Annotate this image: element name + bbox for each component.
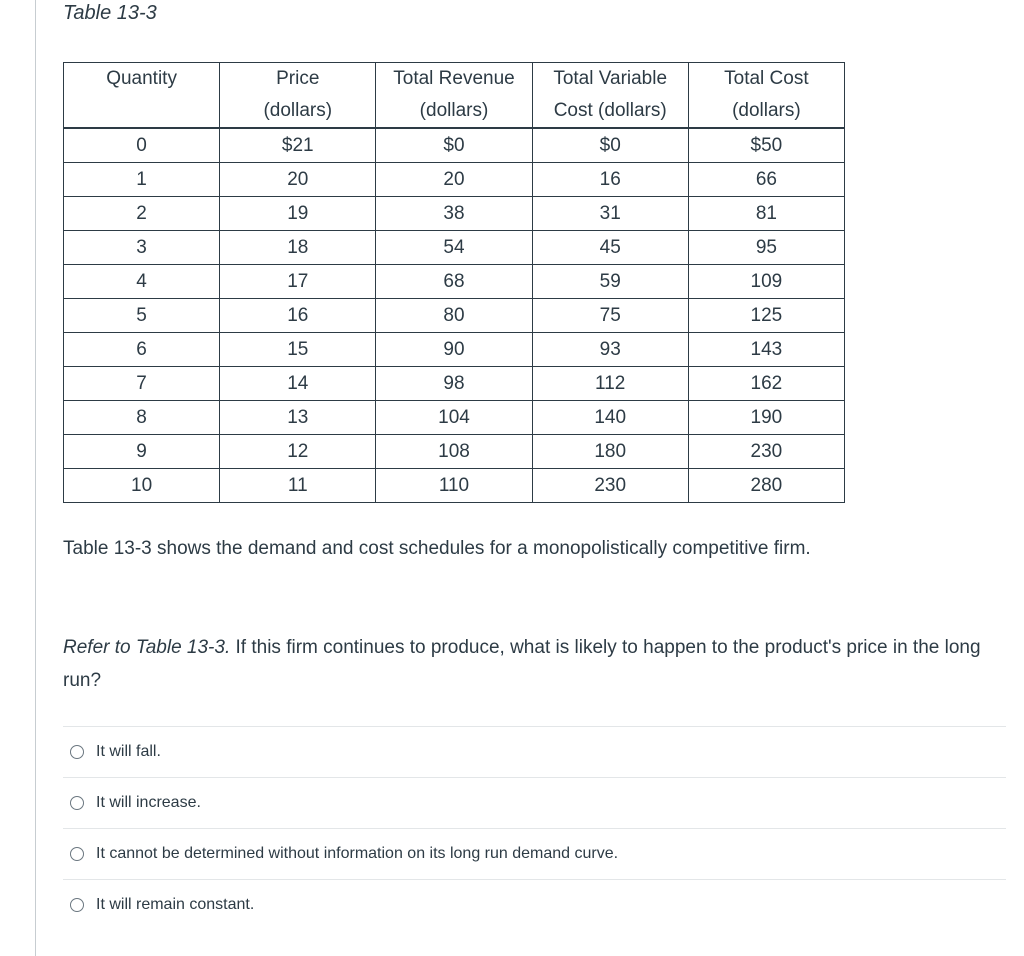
answer-label: It will fall. [96, 743, 161, 760]
cell-price: 17 [220, 265, 376, 299]
header-price [220, 63, 376, 129]
answer-label: It will increase. [96, 794, 201, 811]
cell-total-cost: 95 [688, 231, 844, 265]
answer-option-4[interactable] [63, 879, 1006, 930]
cell-total-cost: 280 [688, 469, 844, 503]
cell-quantity: 8 [64, 401, 220, 435]
answer-label: It will remain constant. [96, 896, 255, 913]
left-divider [35, 0, 36, 956]
radio-button-icon[interactable] [70, 847, 84, 861]
cell-total-variable-cost: 31 [532, 197, 688, 231]
header-quantity-line1: Quantity [106, 68, 177, 89]
answer-option-1[interactable] [63, 726, 1006, 777]
cell-total-variable-cost: 45 [532, 231, 688, 265]
header-price-line2: (dollars) [263, 100, 333, 121]
table-row [64, 128, 845, 163]
cell-quantity: 1 [64, 163, 220, 197]
cell-quantity: 7 [64, 367, 220, 401]
table-row [64, 435, 845, 469]
cell-total-revenue: 80 [376, 299, 532, 333]
cell-price: 11 [220, 469, 376, 503]
cell-price: 19 [220, 197, 376, 231]
header-total-revenue-line1: Total Revenue [393, 68, 515, 89]
table-row [64, 367, 845, 401]
table-row [64, 231, 845, 265]
header-total-cost [688, 63, 844, 129]
cell-total-cost: $50 [688, 128, 844, 163]
radio-button-icon[interactable] [70, 796, 84, 810]
header-total-variable-cost-line1: Total Variable [553, 68, 668, 89]
header-quantity [64, 63, 220, 129]
header-total-revenue-line2: (dollars) [419, 100, 489, 121]
header-total-variable-cost [532, 63, 688, 129]
table-row [64, 333, 845, 367]
answer-option-2[interactable] [63, 777, 1006, 828]
cell-price: 18 [220, 231, 376, 265]
cell-total-revenue: 20 [376, 163, 532, 197]
answer-options [63, 726, 1006, 930]
header-total-revenue [376, 63, 532, 129]
cell-quantity: 4 [64, 265, 220, 299]
cell-total-revenue: 38 [376, 197, 532, 231]
cell-total-revenue: 54 [376, 231, 532, 265]
cell-total-revenue: 90 [376, 333, 532, 367]
cell-total-revenue: $0 [376, 128, 532, 163]
cost-schedule-table [63, 62, 845, 503]
table-header-row [64, 63, 845, 129]
cell-total-revenue: 108 [376, 435, 532, 469]
answer-label: It cannot be determined without information on its long run demand curve. [96, 845, 619, 862]
cell-total-revenue: 68 [376, 265, 532, 299]
table-row [64, 265, 845, 299]
cell-price: $21 [220, 128, 376, 163]
cell-total-variable-cost: 16 [532, 163, 688, 197]
cell-quantity: 10 [64, 469, 220, 503]
cell-price: 12 [220, 435, 376, 469]
cell-total-variable-cost: 75 [532, 299, 688, 333]
cell-total-revenue: 104 [376, 401, 532, 435]
cell-total-variable-cost: 180 [532, 435, 688, 469]
cell-total-variable-cost: 93 [532, 333, 688, 367]
cell-price: 15 [220, 333, 376, 367]
cell-total-cost: 162 [688, 367, 844, 401]
cell-quantity: 9 [64, 435, 220, 469]
table-caption: Table 13-3 [63, 2, 157, 24]
question-body: If this firm continues to produce, what is likely to happen to the product's price in the long run? [63, 637, 981, 691]
table-description: Table 13-3 shows the demand and cost schedules for a monopolistically competitive firm. [63, 538, 811, 559]
table-row [64, 299, 845, 333]
table-row [64, 197, 845, 231]
table-row [64, 163, 845, 197]
cell-total-cost: 125 [688, 299, 844, 333]
cell-total-revenue: 110 [376, 469, 532, 503]
radio-button-icon[interactable] [70, 898, 84, 912]
cell-total-variable-cost: 59 [532, 265, 688, 299]
header-total-cost-line1: Total Cost [724, 68, 809, 89]
cell-price: 14 [220, 367, 376, 401]
question-text [63, 631, 1008, 697]
cell-total-cost: 230 [688, 435, 844, 469]
cell-total-cost: 143 [688, 333, 844, 367]
header-total-cost-line2: (dollars) [732, 100, 801, 121]
cell-total-cost: 66 [688, 163, 844, 197]
cell-quantity: 3 [64, 231, 220, 265]
table-row [64, 401, 845, 435]
radio-button-icon[interactable] [70, 745, 84, 759]
cell-total-variable-cost: 230 [532, 469, 688, 503]
answer-option-3[interactable] [63, 828, 1006, 879]
table-row [64, 469, 845, 503]
cell-total-variable-cost: 140 [532, 401, 688, 435]
cell-price: 13 [220, 401, 376, 435]
question-reference: Refer to Table 13-3. [63, 637, 231, 658]
cell-price: 20 [220, 163, 376, 197]
cell-price: 16 [220, 299, 376, 333]
cell-quantity: 6 [64, 333, 220, 367]
cell-total-cost: 81 [688, 197, 844, 231]
header-price-line1: Price [276, 68, 320, 89]
cell-total-variable-cost: 112 [532, 367, 688, 401]
header-total-variable-cost-line2: Cost (dollars) [553, 100, 667, 121]
cell-total-cost: 190 [688, 401, 844, 435]
cell-quantity: 0 [64, 128, 220, 163]
cell-quantity: 5 [64, 299, 220, 333]
cell-total-cost: 109 [688, 265, 844, 299]
cell-total-revenue: 98 [376, 367, 532, 401]
cell-total-variable-cost: $0 [532, 128, 688, 163]
cell-quantity: 2 [64, 197, 220, 231]
